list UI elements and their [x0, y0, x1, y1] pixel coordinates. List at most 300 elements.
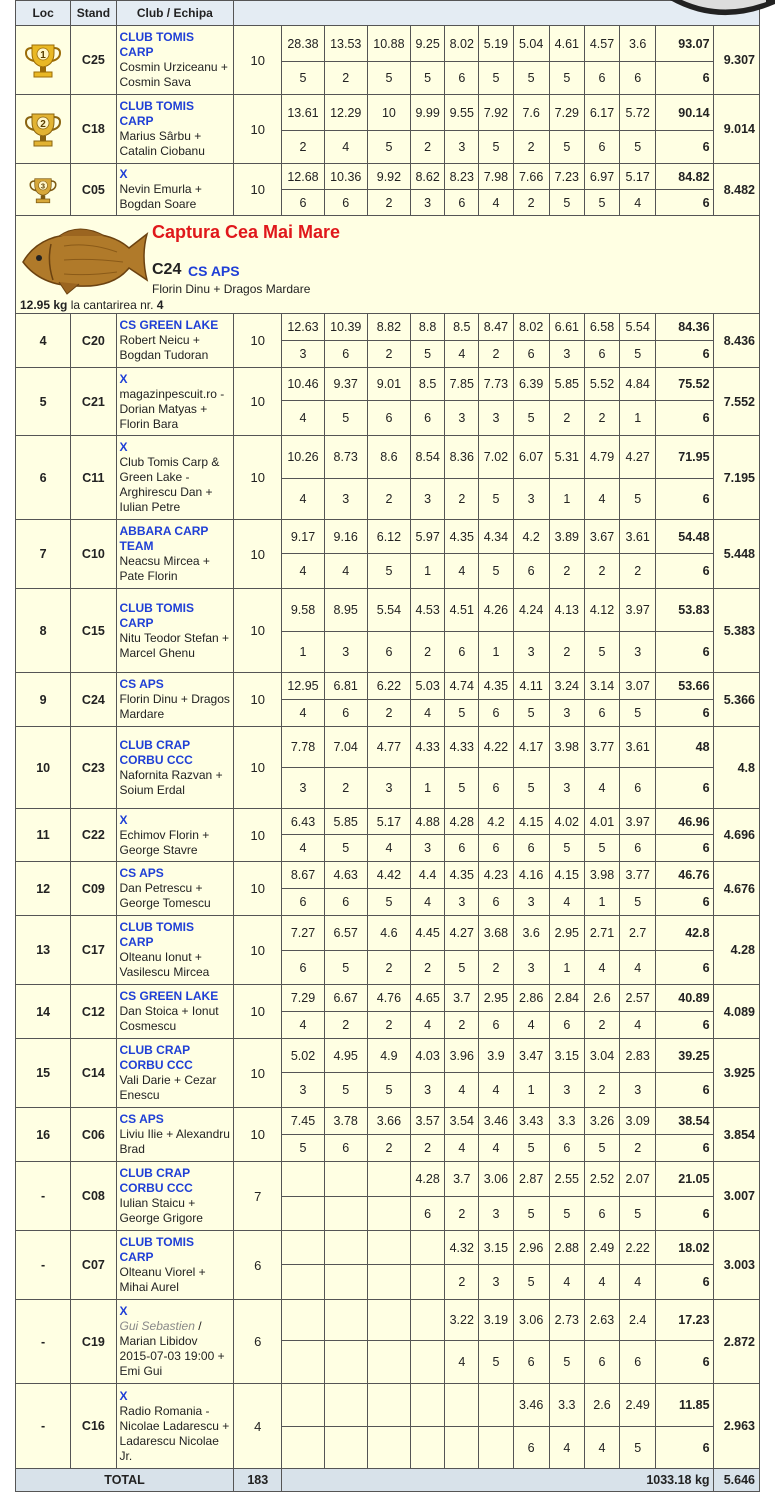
weight-cell: 8.6 — [367, 436, 410, 479]
weight-cell: 7.02 — [479, 436, 513, 479]
average-value: 4.8 — [737, 760, 755, 775]
weight-cell: 5.54 — [367, 589, 410, 632]
weight-cell — [324, 1384, 367, 1427]
stand-value: C05 — [81, 182, 105, 197]
weight-cell: 6.67 — [324, 985, 367, 1012]
total-weight: 53.66 — [656, 673, 713, 700]
club-link[interactable]: X — [119, 1388, 128, 1403]
weight-cell: 9.37 — [324, 368, 367, 401]
points-cell: 6 — [584, 700, 619, 727]
club-link[interactable]: CS APS — [119, 677, 164, 691]
weight-cell: 4.2 — [513, 520, 549, 554]
points-cell: 2 — [584, 1073, 619, 1108]
points-cell: 5 — [367, 131, 410, 164]
average-value: 5.383 — [723, 623, 755, 638]
points-cell: 2 — [282, 131, 324, 164]
weight-cell: 6.12 — [367, 520, 410, 554]
fish-count: 10 — [250, 881, 265, 896]
members-text: Liviu Ilie + Alexandru Brad — [119, 1127, 230, 1156]
average-value: 5.366 — [723, 692, 755, 707]
club-cell — [116, 164, 234, 216]
loc-value: - — [41, 1419, 46, 1433]
club-link[interactable]: CLUB TOMIS CARP — [119, 99, 194, 128]
members-text: Echimov Florin + George Stavre — [119, 827, 210, 857]
stand-value: C22 — [81, 828, 105, 842]
points-cell: 5 — [549, 190, 584, 216]
points-cell: 6 — [584, 1197, 619, 1231]
weight-cell: 4.65 — [411, 985, 445, 1012]
points-cell: 6 — [513, 554, 549, 589]
team-row — [16, 164, 760, 190]
fish-count-cell — [234, 862, 282, 916]
points-cell: 2 — [411, 951, 445, 985]
fish-count: 10 — [250, 333, 265, 348]
team-row — [16, 985, 760, 1012]
points-cell: 6 — [324, 341, 367, 368]
loc-cell — [16, 1108, 71, 1162]
weight-cell: 6.22 — [367, 673, 410, 700]
weight-cell: 4.26 — [479, 589, 513, 632]
average-cell — [713, 314, 759, 368]
club-link[interactable]: X — [119, 371, 128, 386]
points-cell: 5 — [513, 1265, 549, 1300]
biggest-catch-stand: C24 — [152, 261, 182, 278]
weight-cell: 4.45 — [411, 916, 445, 951]
weight-cell: 4.57 — [584, 26, 619, 62]
points-cell: 4 — [282, 401, 324, 436]
weight-cell: 4.16 — [513, 862, 549, 889]
total-points: 6 — [656, 1265, 713, 1300]
weight-cell — [411, 1231, 445, 1265]
total-points: 6 — [656, 1073, 713, 1108]
weight-cell: 8.02 — [445, 26, 479, 62]
total-weight: 42.8 — [656, 916, 713, 951]
points-cell: 4 — [445, 1341, 479, 1384]
points-cell: 4 — [549, 1427, 584, 1469]
loc-value: - — [41, 1189, 46, 1203]
points-cell: 6 — [479, 700, 513, 727]
members-text: Neacsu Mircea + Pate Florin — [119, 554, 210, 583]
svg-text:2: 2 — [40, 119, 46, 130]
total-weight: 21.05 — [656, 1162, 713, 1197]
weight-cell: 3.15 — [479, 1231, 513, 1265]
points-cell: 5 — [367, 62, 410, 95]
weight-cell: 3.54 — [445, 1108, 479, 1135]
weight-cell: 7.78 — [282, 727, 324, 768]
fish-count-cell — [234, 673, 282, 727]
weight-cell: 10.26 — [282, 436, 324, 479]
weight-cell: 9.99 — [411, 95, 445, 131]
average-cell — [713, 1039, 759, 1108]
points-cell: 4 — [445, 341, 479, 368]
weight-cell: 6.58 — [584, 314, 619, 341]
total-weight: 71.95 — [656, 436, 713, 479]
points-cell: 5 — [584, 1135, 619, 1162]
weight-cell: 5.85 — [549, 368, 584, 401]
points-cell — [324, 1265, 367, 1300]
weight-cell: 3.66 — [367, 1108, 410, 1135]
club-link[interactable]: CLUB TOMIS CARP — [119, 30, 194, 59]
total-weight: 17.23 — [656, 1300, 713, 1341]
weight-cell: 3.61 — [620, 520, 656, 554]
weight-cell: 3.7 — [445, 985, 479, 1012]
weight-cell — [367, 1384, 410, 1427]
total-points: 6 — [656, 62, 713, 95]
weight-cell: 6.97 — [584, 164, 619, 190]
points-cell: 1 — [549, 951, 584, 985]
points-cell: 5 — [513, 401, 549, 436]
weight-cell: 4.53 — [411, 589, 445, 632]
stand-cell — [71, 1300, 116, 1384]
loc-value: 15 — [36, 1066, 51, 1080]
fish-count: 10 — [250, 394, 265, 409]
average-value: 3.007 — [723, 1189, 755, 1203]
average-value: 2.872 — [723, 1334, 755, 1349]
points-cell: 3 — [411, 1073, 445, 1108]
weight-cell: 7.85 — [445, 368, 479, 401]
team-members — [120, 455, 231, 515]
stand-cell — [71, 727, 116, 809]
points-cell: 6 — [411, 1197, 445, 1231]
loc-cell — [16, 1231, 71, 1300]
stand-value: C21 — [81, 394, 105, 409]
average-value: 7.195 — [723, 470, 755, 485]
fish-count-cell — [234, 520, 282, 589]
club-link[interactable]: CS APS — [119, 866, 164, 880]
points-cell: 4 — [367, 835, 410, 862]
weight-cell: 3.22 — [445, 1300, 479, 1341]
weight-cell: 8.8 — [411, 314, 445, 341]
points-cell — [324, 1197, 367, 1231]
points-cell: 6 — [324, 700, 367, 727]
weight-cell: 3.68 — [479, 916, 513, 951]
weight-cell: 4.17 — [513, 727, 549, 768]
points-cell: 4 — [549, 1265, 584, 1300]
weight-cell: 9.01 — [367, 368, 410, 401]
points-cell: 6 — [324, 889, 367, 916]
points-cell: 2 — [549, 632, 584, 673]
weight-cell: 4.35 — [445, 862, 479, 889]
points-cell: 1 — [513, 1073, 549, 1108]
points-cell: 5 — [479, 479, 513, 520]
club-link[interactable]: CLUB CRAP CORBU CCC — [119, 737, 193, 767]
points-cell: 1 — [411, 768, 445, 809]
points-cell: 4 — [620, 951, 656, 985]
weight-cell: 3.78 — [324, 1108, 367, 1135]
fish-count-cell — [234, 809, 282, 862]
average-cell — [713, 436, 759, 520]
average-cell — [713, 1384, 759, 1469]
club-link[interactable]: X — [119, 440, 128, 454]
team-row — [16, 673, 760, 700]
points-cell: 3 — [324, 632, 367, 673]
loc-cell — [16, 673, 71, 727]
points-cell: 5 — [411, 341, 445, 368]
weight-cell: 8.95 — [324, 589, 367, 632]
points-cell: 5 — [513, 1135, 549, 1162]
members-text: magazinpescuit.ro - Dorian Matyas + Florin Bara — [119, 386, 225, 431]
total-weight: 53.83 — [656, 589, 713, 632]
stand-value: C25 — [81, 53, 105, 67]
weight-cell: 4.77 — [367, 727, 410, 768]
stand-value: C11 — [82, 470, 105, 485]
weight-cell: 4.6 — [367, 916, 410, 951]
stand-value: C12 — [81, 1004, 105, 1019]
points-cell — [479, 1427, 513, 1469]
wheel-decoration-icon — [670, 0, 775, 24]
points-cell: 5 — [445, 768, 479, 809]
weight-cell: 2.49 — [584, 1231, 619, 1265]
points-cell: 3 — [445, 889, 479, 916]
members-text: Dan Petrescu + George Tomescu — [119, 881, 211, 910]
weight-cell: 3.61 — [620, 727, 656, 768]
loc-cell — [16, 1162, 71, 1231]
points-cell: 2 — [445, 1265, 479, 1300]
average-cell — [713, 1108, 759, 1162]
points-cell: 6 — [584, 62, 619, 95]
loc-cell — [16, 1384, 71, 1469]
stand-cell — [71, 95, 116, 164]
average-value: 9.014 — [723, 122, 755, 136]
fish-count: 10 — [250, 1065, 265, 1081]
total-weight: 11.85 — [656, 1384, 713, 1427]
weight-cell: 4.33 — [411, 727, 445, 768]
points-cell: 6 — [282, 951, 324, 985]
former-member: Gui Sebastien — [119, 1319, 195, 1333]
points-cell — [445, 1427, 479, 1469]
weight-cell: 3.26 — [584, 1108, 619, 1135]
average-value: 7.552 — [723, 394, 755, 409]
loc-cell — [16, 436, 71, 520]
stand-cell — [71, 673, 116, 727]
points-cell: 6 — [549, 1012, 584, 1039]
points-cell: 3 — [549, 768, 584, 809]
points-cell: 5 — [620, 341, 656, 368]
loc-cell — [16, 1039, 71, 1108]
fish-count-cell — [234, 436, 282, 520]
members-text: Olteanu Viorel + Mihai Aurel — [119, 1265, 206, 1294]
fish-count: 4 — [254, 1418, 262, 1434]
club-link[interactable]: X — [119, 167, 128, 181]
points-cell: 2 — [367, 951, 410, 985]
total-average: 5.646 — [713, 1469, 759, 1492]
weight-cell: 4.95 — [324, 1039, 367, 1073]
club-link[interactable]: CLUB CRAP CORBU CCC — [119, 1043, 193, 1072]
weight-cell — [411, 1300, 445, 1341]
weight-cell: 4.23 — [479, 862, 513, 889]
points-cell: 4 — [324, 554, 367, 589]
points-cell: 5 — [549, 1341, 584, 1384]
average-cell — [713, 26, 759, 95]
weight-cell: 4.63 — [324, 862, 367, 889]
points-cell: 1 — [620, 401, 656, 436]
stand-cell — [71, 1162, 116, 1231]
points-cell: 2 — [367, 190, 410, 216]
total-points: 6 — [656, 1012, 713, 1039]
biggest-catch-club-link[interactable]: CS APS — [188, 263, 240, 279]
average-value: 3.854 — [723, 1127, 755, 1142]
average-value: 4.089 — [723, 1004, 755, 1019]
weight-cell: 5.17 — [620, 164, 656, 190]
weight-cell: 6.17 — [584, 95, 619, 131]
points-cell: 3 — [513, 951, 549, 985]
club-link[interactable]: ABBARA CARP TEAM — [119, 524, 209, 553]
weight-cell — [282, 1231, 324, 1265]
weight-cell: 8.62 — [411, 164, 445, 190]
points-cell: 2 — [584, 1012, 619, 1039]
weight-cell: 2.52 — [584, 1162, 619, 1197]
club-link[interactable]: CS GREEN LAKE — [119, 318, 219, 332]
weight-cell: 6.43 — [282, 809, 324, 835]
team-members — [120, 828, 231, 858]
points-cell: 2 — [324, 62, 367, 95]
points-cell: 5 — [367, 1073, 410, 1108]
members-text: Nafornita Razvan + Soium Erdal — [119, 767, 223, 797]
weight-cell: 9.17 — [282, 520, 324, 554]
weight-cell: 4.61 — [549, 26, 584, 62]
team-row — [16, 1300, 760, 1341]
team-members — [120, 881, 231, 911]
stand-value: C15 — [81, 623, 105, 638]
weight-cell: 3.77 — [620, 862, 656, 889]
points-cell: 4 — [411, 700, 445, 727]
fish-count: 10 — [250, 692, 265, 707]
points-cell — [282, 1341, 324, 1384]
points-cell: 2 — [367, 341, 410, 368]
points-cell: 4 — [411, 889, 445, 916]
points-cell: 5 — [445, 951, 479, 985]
club-link[interactable]: CLUB TOMIS CARP — [119, 1235, 194, 1264]
trophy-icon — [23, 40, 63, 80]
average-value: 8.482 — [723, 182, 755, 197]
loc-value: 13 — [36, 943, 51, 957]
points-cell: 6 — [620, 835, 656, 862]
club-cell — [116, 95, 234, 164]
points-cell: 4 — [513, 1012, 549, 1039]
club-cell — [116, 589, 234, 673]
weight-cell: 3.43 — [513, 1108, 549, 1135]
stand-cell — [71, 809, 116, 862]
weight-cell: 4.15 — [549, 862, 584, 889]
biggest-catch-weight-text: la cantarirea nr. — [70, 298, 154, 312]
weight-cell: 9.58 — [282, 589, 324, 632]
fish-count-cell — [234, 314, 282, 368]
weight-cell: 3.3 — [549, 1108, 584, 1135]
points-cell: 2 — [584, 401, 619, 436]
points-cell: 4 — [479, 1135, 513, 1162]
club-cell — [116, 985, 234, 1039]
points-cell: 6 — [513, 341, 549, 368]
points-cell: 6 — [445, 632, 479, 673]
weight-cell: 5.85 — [324, 809, 367, 835]
fish-count: 10 — [250, 52, 265, 68]
weight-cell: 3.6 — [620, 26, 656, 62]
biggest-catch-title: Captura Cea Mai Mare — [152, 222, 341, 242]
weight-cell: 7.98 — [479, 164, 513, 190]
points-cell: 6 — [620, 768, 656, 809]
team-row — [16, 1231, 760, 1265]
team-row — [16, 368, 760, 401]
points-cell — [411, 1265, 445, 1300]
loc-cell — [16, 916, 71, 985]
loc-value: 10 — [36, 760, 51, 775]
total-label: TOTAL — [16, 1469, 234, 1492]
average-cell — [713, 1162, 759, 1231]
club-cell — [116, 916, 234, 985]
club-link[interactable]: CLUB CRAP CORBU CCC — [119, 1166, 193, 1195]
weight-cell: 5.31 — [549, 436, 584, 479]
fish-count-cell — [234, 1039, 282, 1108]
points-cell: 6 — [513, 1427, 549, 1469]
loc-cell — [16, 164, 71, 216]
biggest-catch-members: Florin Dinu + Dragos Mardare — [152, 282, 311, 296]
stand-cell — [71, 436, 116, 520]
club-link[interactable]: CLUB TOMIS CARP — [119, 920, 194, 949]
total-points: 6 — [656, 700, 713, 727]
club-link[interactable]: CLUB TOMIS CARP — [119, 600, 194, 630]
points-cell — [282, 1197, 324, 1231]
points-cell: 4 — [411, 1012, 445, 1039]
points-cell: 5 — [584, 190, 619, 216]
weight-cell — [479, 1384, 513, 1427]
fish-count-cell — [234, 1300, 282, 1384]
total-weight: 38.54 — [656, 1108, 713, 1135]
total-count: 183 — [234, 1469, 282, 1492]
team-row — [16, 916, 760, 951]
weight-cell: 8.73 — [324, 436, 367, 479]
points-cell: 4 — [282, 554, 324, 589]
club-cell — [116, 436, 234, 520]
team-members — [120, 387, 231, 432]
trophy-icon — [28, 175, 58, 205]
biggest-catch-row — [16, 216, 760, 314]
weight-cell: 13.61 — [282, 95, 324, 131]
club-link[interactable]: CS APS — [119, 1112, 164, 1126]
weight-cell: 10 — [367, 95, 410, 131]
club-link[interactable]: CS GREEN LAKE — [119, 989, 219, 1003]
fish-count-cell — [234, 727, 282, 809]
points-cell: 2 — [620, 554, 656, 589]
club-cell — [116, 809, 234, 862]
weight-cell: 8.5 — [445, 314, 479, 341]
points-cell: 3 — [549, 700, 584, 727]
points-cell: 4 — [445, 554, 479, 589]
club-link[interactable]: X — [119, 1304, 128, 1318]
total-weight: 54.48 — [656, 520, 713, 554]
points-cell: 3 — [513, 632, 549, 673]
club-cell — [116, 368, 234, 436]
club-cell — [116, 26, 234, 95]
loc-value: 6 — [39, 470, 47, 485]
points-cell — [324, 1341, 367, 1384]
points-cell: 2 — [411, 131, 445, 164]
weight-cell — [367, 1300, 410, 1341]
total-weight: 93.07 — [656, 26, 713, 62]
team-row — [16, 1108, 760, 1135]
weight-cell: 3.24 — [549, 673, 584, 700]
team-members — [120, 1404, 231, 1464]
points-cell: 4 — [479, 190, 513, 216]
header-stand: Stand — [71, 1, 116, 26]
points-cell: 4 — [282, 700, 324, 727]
members-text: Vali Darie + Cezar Enescu — [119, 1073, 217, 1102]
points-cell: 5 — [324, 835, 367, 862]
points-cell: 5 — [411, 62, 445, 95]
club-link[interactable]: X — [119, 812, 128, 827]
average-cell — [713, 520, 759, 589]
points-cell: 5 — [513, 1197, 549, 1231]
weight-cell: 6.39 — [513, 368, 549, 401]
